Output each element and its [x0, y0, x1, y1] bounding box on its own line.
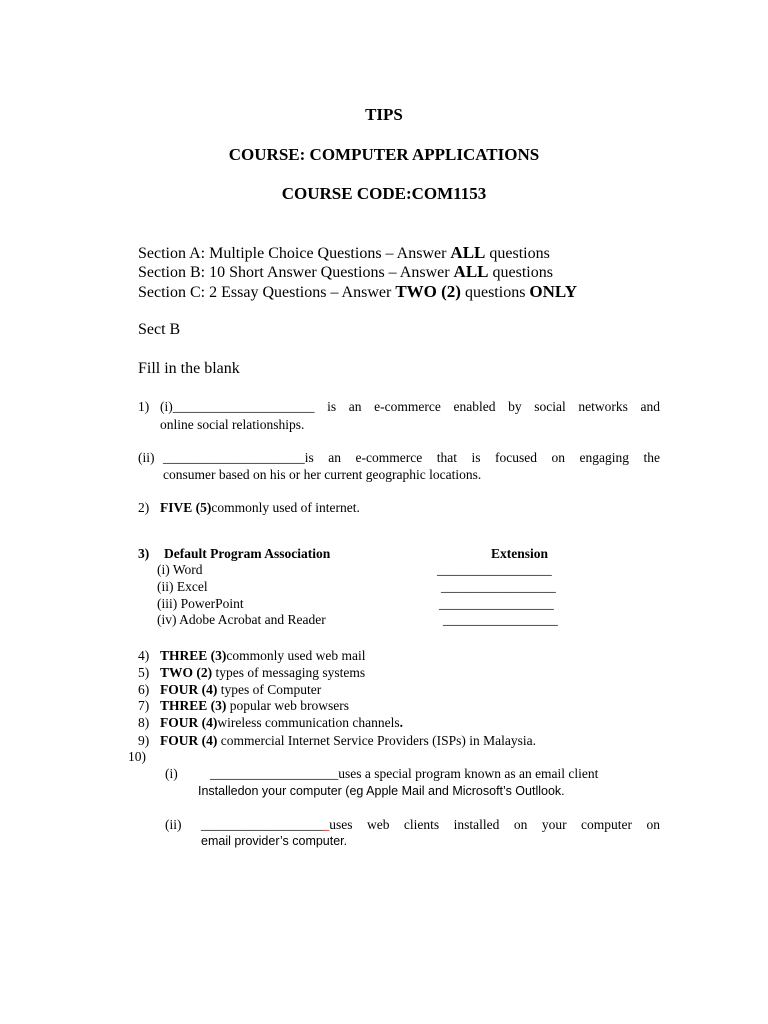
- q1-ii-line2: consumer based on his or her current geographic locations.: [163, 467, 482, 482]
- fill-blank-heading: Fill in the blank: [138, 360, 240, 377]
- list-item-number: 7): [138, 698, 150, 713]
- list-item: FOUR (4)wireless communication channels.: [160, 715, 403, 730]
- list-item: TWO (2) types of messaging systems: [160, 665, 366, 680]
- q3-header-program: Default Program Association: [164, 546, 331, 561]
- list-item-number: 5): [138, 665, 150, 680]
- q3-row-blank: _________________: [439, 596, 554, 611]
- q10-ii-label: (ii): [165, 817, 182, 832]
- q1-ii-label: (ii): [138, 450, 155, 465]
- q3-row-blank: _________________: [443, 612, 558, 627]
- list-item-number: 4): [138, 648, 150, 663]
- q3-number: 3): [138, 546, 150, 561]
- q3-row-label: (iv) Adobe Acrobat and Reader: [157, 612, 326, 627]
- q3-row-label: (i) Word: [157, 562, 203, 577]
- list-item-number: 8): [138, 715, 150, 730]
- list-item: THREE (3)commonly used web mail: [160, 648, 366, 663]
- q1-ii-line1: _____________________is an e-commerce that is focused on engaging the: [163, 450, 660, 465]
- course-name: COURSE: COMPUTER APPLICATIONS: [228, 145, 540, 164]
- section-a-line: Section A: Multiple Choice Questions – Answer ALL questions: [138, 243, 550, 262]
- q3-row-label: (iii) PowerPoint: [157, 596, 244, 611]
- list-item: FOUR (4) commercial Internet Service Providers (ISPs) in Malaysia.: [160, 733, 537, 748]
- q10-ii-line1: ___________________uses web clients installed on your computer on: [201, 817, 660, 832]
- list-item: THREE (3) popular web browsers: [160, 698, 349, 713]
- section-c-line: Section C: 2 Essay Questions – Answer TWO (2) questions ONLY: [138, 282, 577, 301]
- page-title: TIPS: [365, 105, 403, 124]
- q3-row-blank: _________________: [437, 562, 552, 577]
- q10-number: 10): [128, 749, 146, 764]
- list-item-number: 6): [138, 682, 150, 697]
- q10-i-line1: ___________________uses a special program known as an email client: [210, 766, 599, 781]
- q1-number: 1): [138, 399, 150, 414]
- q10-ii-line2: email provider’s computer.: [201, 834, 348, 848]
- q3-row-blank: _________________: [441, 579, 556, 594]
- q2-text: FIVE (5)commonly used of internet.: [160, 500, 360, 515]
- q2-number: 2): [138, 500, 150, 515]
- q10-i-line2: Installedon your computer (eg Apple Mail and Microsoft’s Outllook.: [198, 784, 565, 798]
- q1-i-line1: (i)_____________________ is an e-commerce enabled by social networks and: [160, 399, 660, 414]
- q3-header-extension: Extension: [491, 546, 549, 561]
- q10-i-label: (i): [165, 766, 178, 781]
- section-b-line: Section B: 10 Short Answer Questions – Answer ALL questions: [138, 262, 553, 281]
- q3-row-label: (ii) Excel: [157, 579, 208, 594]
- list-item: FOUR (4) types of Computer: [160, 682, 322, 697]
- sect-b-heading: Sect B: [138, 321, 181, 338]
- course-code: COURSE CODE:COM1153: [281, 184, 487, 203]
- list-item-number: 9): [138, 733, 150, 748]
- q1-i-line2: online social relationships.: [160, 417, 305, 432]
